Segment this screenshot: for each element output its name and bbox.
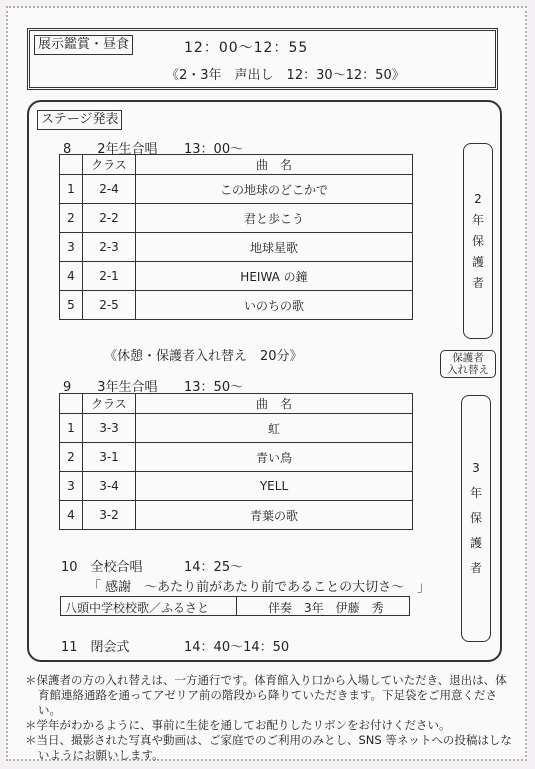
row-class: 2-1: [83, 262, 136, 291]
grade3-parents-box: [461, 395, 491, 642]
row-song: 青葉の歌: [136, 501, 413, 530]
grade2-parents-box: [463, 143, 493, 339]
grade3-parents-char: 者: [469, 561, 482, 575]
all-school-theme: 「 感謝 ～あたり前があたり前であることの大切さ～ 」: [88, 580, 431, 595]
song-divider: [236, 596, 237, 616]
stage-title: ステージ発表: [37, 110, 122, 130]
voice-practice-note: 《2・3年 声出し 12：30～12：50》: [166, 68, 405, 83]
grade2-time: 13：00～: [184, 142, 244, 157]
parents-swap-box: [440, 350, 496, 378]
row-class: 3-2: [83, 501, 136, 530]
table-row: [60, 414, 413, 443]
row-song: この地球のどこかで: [136, 175, 413, 204]
notes-section: [25, 673, 515, 763]
all-school-heading: 10 全校合唱: [61, 560, 143, 575]
grade2-parents-char: 2: [474, 191, 482, 206]
note-item: ＊学年がわかるように、事前に生徒を通してお配りしたリボンをお付けください。: [25, 718, 451, 732]
grade3-time: 13：50～: [184, 380, 244, 395]
row-class: 2-2: [83, 204, 136, 233]
grade2-parents-char: 年: [471, 212, 484, 227]
note-item: ＊当日、撮影された写真や動画は、ご家庭でのご利用のみとし、SNS 等ネットへの投稿はしないようにお願いします。: [25, 733, 512, 762]
number-header: [60, 394, 83, 414]
parents-swap-line2: 入れ替え: [447, 364, 489, 376]
row-song: 地球星歌: [136, 233, 413, 262]
class-header: クラス: [83, 155, 136, 175]
row-song: YELL: [136, 472, 413, 501]
row-song: HEIWA の鐘: [136, 262, 413, 291]
break-note: 《休憩・保護者入れ替え 20分》: [104, 349, 303, 364]
table-row: [60, 175, 413, 204]
row-song: いのちの歌: [136, 291, 413, 320]
number-header: [60, 155, 83, 175]
note-item: ＊保護者の方の入れ替えは、一方通行です。体育館入り口から入場していただき、退出は、体育館連絡通路を通ってアゼリア前の階段から降りていただきます。下足袋をご用意ください。: [25, 673, 507, 717]
row-number: 4: [60, 262, 83, 291]
row-class: 2-5: [83, 291, 136, 320]
song-header: 曲 名: [136, 155, 413, 175]
grade2-heading: 8 2年生合唱: [63, 142, 158, 157]
table-row: [60, 204, 413, 233]
row-class: 3-3: [83, 414, 136, 443]
row-number: 3: [60, 233, 83, 262]
row-class: 3-1: [83, 443, 136, 472]
row-number: 5: [60, 291, 83, 320]
row-song: 君と歩こう: [136, 204, 413, 233]
parents-swap-line1: 保護者: [452, 352, 484, 364]
lunch-time: 12：00～12：55: [184, 40, 309, 56]
grade3-parents-char: 保: [469, 511, 482, 525]
grade2-parents-char: 護: [471, 254, 484, 269]
closing-heading: 11 閉会式: [61, 640, 130, 655]
table-row: [60, 443, 413, 472]
table-header: [60, 155, 413, 175]
row-class: 3-4: [83, 472, 136, 501]
row-class: 2-4: [83, 175, 136, 204]
row-song: 青い鳥: [136, 443, 413, 472]
row-number: 2: [60, 443, 83, 472]
grade3-table: [59, 393, 413, 530]
accompanist: 伴奏 3年 伊藤 秀: [268, 601, 384, 615]
closing-time: 14：40～14：50: [184, 640, 290, 655]
grade3-parents-char: 護: [469, 536, 482, 550]
table-row: [60, 501, 413, 530]
table-header: [60, 394, 413, 414]
all-school-song: 八頭中学校校歌／ふるさと: [65, 601, 210, 615]
row-class: 2-3: [83, 233, 136, 262]
table-row: [60, 291, 413, 320]
row-number: 1: [60, 414, 83, 443]
grade3-parents-char: 3: [472, 461, 480, 475]
row-number: 3: [60, 472, 83, 501]
row-number: 4: [60, 501, 83, 530]
row-number: 2: [60, 204, 83, 233]
table-row: [60, 262, 413, 291]
lunch-title: 展示鑑賞・昼食: [34, 35, 133, 55]
row-number: 1: [60, 175, 83, 204]
row-song: 虹: [136, 414, 413, 443]
grade3-heading: 9 3年生合唱: [63, 380, 158, 395]
song-header: 曲 名: [136, 394, 413, 414]
grade2-parents-char: 保: [471, 233, 484, 248]
class-header: クラス: [83, 394, 136, 414]
grade2-parents-char: 者: [471, 275, 484, 290]
all-school-time: 14：25～: [184, 560, 244, 575]
table-row: [60, 233, 413, 262]
grade2-table: [59, 154, 413, 320]
table-row: [60, 472, 413, 501]
grade3-parents-char: 年: [469, 486, 482, 500]
